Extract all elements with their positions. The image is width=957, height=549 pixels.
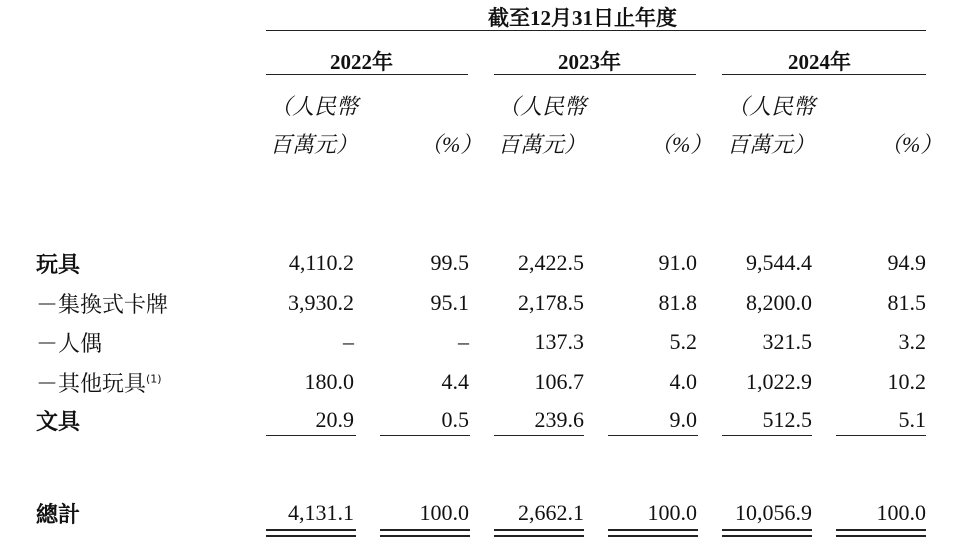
subtotal-rule bbox=[494, 435, 584, 436]
cell: 20.9 bbox=[315, 407, 354, 432]
total-cell: 4,131.1 bbox=[288, 500, 354, 525]
cell: 99.5 bbox=[430, 250, 469, 275]
cell: 0.5 bbox=[441, 407, 469, 432]
subtotal-rule bbox=[836, 435, 926, 436]
cell: 5.1 bbox=[898, 407, 926, 432]
unit-2023-line1: （人民幣 bbox=[498, 94, 587, 119]
cell: 512.5 bbox=[762, 407, 812, 432]
cell: 321.5 bbox=[762, 329, 812, 354]
total-double-rule bbox=[266, 529, 356, 531]
total-cell: 10,056.9 bbox=[735, 500, 812, 525]
cell: 10.2 bbox=[887, 369, 926, 394]
pct-2022: （%） bbox=[420, 132, 483, 157]
cell: 239.6 bbox=[534, 407, 584, 432]
total-double-rule bbox=[836, 535, 926, 537]
cell: 3.2 bbox=[898, 329, 926, 354]
cell: 94.9 bbox=[887, 250, 926, 275]
total-cell: 100.0 bbox=[876, 500, 926, 525]
year-2024: 2024年 bbox=[788, 50, 851, 74]
cell: 137.3 bbox=[534, 329, 584, 354]
year-rule-2022 bbox=[266, 74, 468, 75]
subtotal-rule bbox=[608, 435, 698, 436]
total-double-rule bbox=[608, 535, 698, 537]
cell: 2,178.5 bbox=[518, 290, 584, 315]
cell: 4,110.2 bbox=[288, 250, 354, 275]
total-double-rule bbox=[722, 529, 812, 531]
total-double-rule bbox=[494, 529, 584, 531]
subtotal-rule bbox=[722, 435, 812, 436]
total-cell: 100.0 bbox=[419, 500, 469, 525]
cell: 4.4 bbox=[441, 369, 469, 394]
cell: – bbox=[458, 329, 469, 354]
table-header-title: 截至12月31日止年度 bbox=[488, 6, 677, 30]
year-rule-2023 bbox=[494, 74, 696, 75]
row-label-trading-cards: －集換式卡牌 bbox=[36, 293, 169, 318]
year-rule-2024 bbox=[722, 74, 926, 75]
unit-2024-line1: （人民幣 bbox=[727, 94, 816, 119]
cell: 9,544.4 bbox=[746, 250, 812, 275]
row-label-other-toys bbox=[36, 367, 162, 398]
cell: 4.0 bbox=[669, 369, 697, 394]
row-label-toys: 玩具 bbox=[36, 253, 81, 278]
cell: 3,930.2 bbox=[288, 290, 354, 315]
cell: – bbox=[343, 329, 354, 354]
year-2023: 2023年 bbox=[558, 50, 621, 74]
unit-2024-line2: 百萬元） bbox=[727, 132, 816, 157]
row-label-figures: －人偶 bbox=[36, 332, 103, 357]
unit-2023-line2: 百萬元） bbox=[498, 132, 587, 157]
total-double-rule bbox=[722, 535, 812, 537]
footnote-marker: (1) bbox=[146, 372, 162, 386]
year-2022: 2022年 bbox=[330, 50, 393, 74]
total-double-rule bbox=[494, 535, 584, 537]
cell: 95.1 bbox=[430, 290, 469, 315]
cell: 91.0 bbox=[658, 250, 697, 275]
cell: 81.5 bbox=[887, 290, 926, 315]
total-double-rule bbox=[608, 529, 698, 531]
subtotal-rule bbox=[266, 435, 356, 436]
row-label-total: 總計 bbox=[36, 503, 81, 528]
total-double-rule bbox=[266, 535, 356, 537]
cell: 8,200.0 bbox=[746, 290, 812, 315]
total-double-rule bbox=[836, 529, 926, 531]
subtotal-rule bbox=[380, 435, 470, 436]
total-double-rule bbox=[380, 535, 470, 537]
pct-2023: （%） bbox=[650, 132, 713, 157]
total-cell: 2,662.1 bbox=[518, 500, 584, 525]
row-label-other-toys-text: －其他玩具 bbox=[36, 372, 147, 397]
header-rule bbox=[266, 30, 926, 31]
total-double-rule bbox=[380, 529, 470, 531]
cell: 2,422.5 bbox=[518, 250, 584, 275]
cell: 5.2 bbox=[669, 329, 697, 354]
cell: 9.0 bbox=[669, 407, 697, 432]
unit-2022-line2: 百萬元） bbox=[270, 132, 359, 157]
pct-2024: （%） bbox=[880, 132, 943, 157]
row-label-stationery: 文具 bbox=[36, 410, 81, 435]
unit-2022-line1: （人民幣 bbox=[270, 94, 359, 119]
cell: 180.0 bbox=[304, 369, 354, 394]
cell: 81.8 bbox=[658, 290, 697, 315]
cell: 1,022.9 bbox=[746, 369, 812, 394]
cell: 106.7 bbox=[534, 369, 584, 394]
total-cell: 100.0 bbox=[647, 500, 697, 525]
